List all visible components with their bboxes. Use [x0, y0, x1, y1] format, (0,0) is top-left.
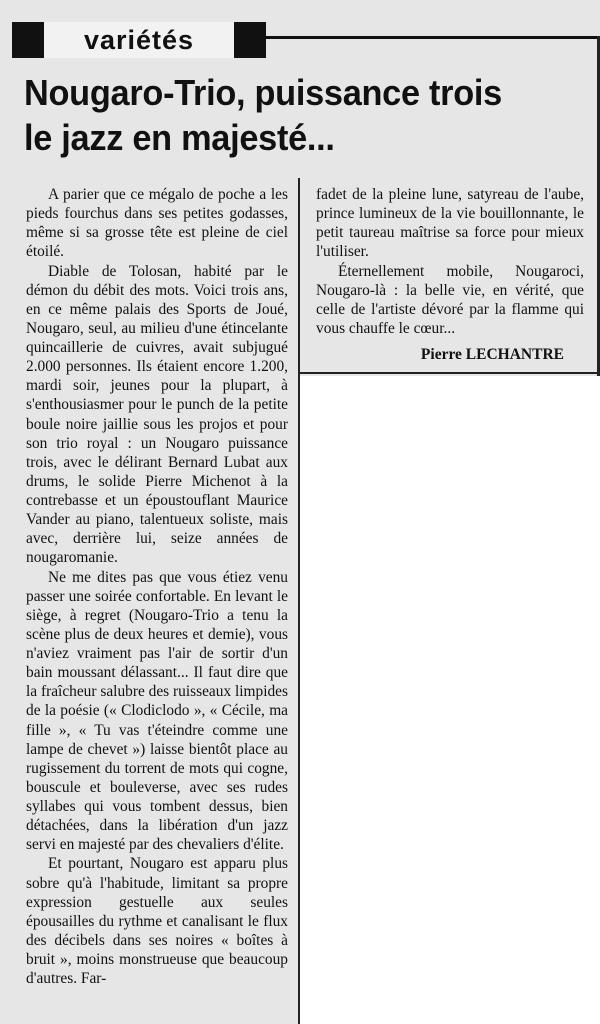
- article-headline: [24, 70, 560, 160]
- paragraph: Diable de Tolosan, habité par le démon du débit des mots. Voici trois ans, en ce même palais des Sports de Joué, Nougaro, seul, au milieu d'une étincelante quincaillerie de cuivres, avait subjugué 2.000 personnes. Ils étaient encore 1.200, mardi soir, jeunes pour la plupart, à s'enthousiasmer pour le punch de la petite boule noire jaillie sous les projos et pour son trio royal : un Nougaro puissance trois, avec le délirant Bernard Lubat aux drums, le solide Pierre Michenot à la contrebasse et un époustouflant Maurice Vander au piano, talentueux soliste, mais avec, derrière lui, seize années de nougaromanie.: [26, 262, 288, 567]
- headline-line-1: Nougaro-Trio, puissance trois: [24, 72, 502, 113]
- section-rule: [266, 36, 600, 39]
- clipping-bottom-border: [300, 372, 600, 374]
- author-byline: Pierre LECHANTRE: [420, 346, 564, 363]
- paragraph: Éternellement mobile, Nougaroci, Nougaro-là : la belle vie, en vérité, que celle de l'artiste dévoré par la flamme qui vous chauffe le cœur...: [316, 262, 584, 337]
- article-column-1: [26, 185, 288, 988]
- paragraph: Et pourtant, Nougaro est apparu plus sobre qu'à l'habitude, limitant sa propre expression gestuelle aux seules épousailles du rythme et canalisant le flux des décibels dans ses noires « boîtes à bruit », moins monstrueuse que beaucoup d'autres. Far-: [26, 855, 288, 988]
- article-column-2: [316, 185, 584, 338]
- paragraph: Ne me dites pas que vous étiez venu passer une soirée confortable. En levant le siège, à regret (Nougaro-Trio a tenu la scène plus de deux heures et demie), vous n'aviez vraiment pas l'air de sortir d'un bain moussant délassant... Il faut dire que la fraîcheur salubre des ruisseaux limpides de la poésie (« Clodiclodo », « Cécile, ma fille », « Tu vas t'éteindre comme une lampe de chevet ») laisse bientôt place au rugissement du torrent de mots qui cogne, bouscule et bouleverse, avec ses rudes syllabes qui vous tombent dessus, bien détachées, dans la libération d'un jazz servi en majesté par des chevaliers d'élite.: [26, 568, 288, 854]
- headline-line-2: le jazz en majesté...: [24, 117, 335, 158]
- section-label: variétés: [44, 22, 234, 58]
- column-divider: [298, 178, 300, 1024]
- paragraph: A parier que ce mégalo de poche a les pieds fourchus dans ses petites godasses, même si sa grosse tête est pleine de ciel étoilé.: [26, 186, 288, 261]
- paragraph: fadet de la pleine lune, satyreau de l'aube, prince lumineux de la vie bouillonnante, le petit taureau maîtrise sa force pour mieux l'utiliser.: [316, 186, 584, 261]
